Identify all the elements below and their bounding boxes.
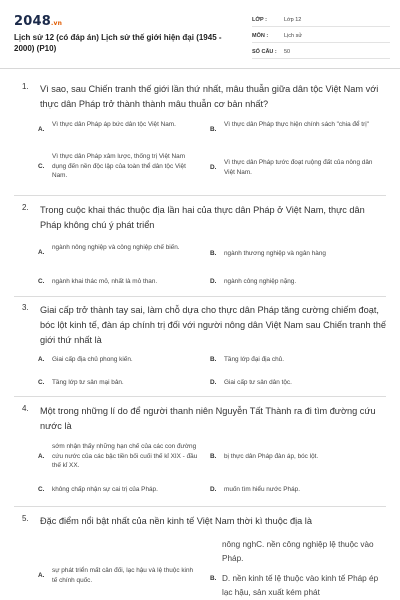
option-text: ngành khai thác mỏ, nhất là mỏ than.	[52, 278, 158, 285]
option-text: không chấp nhận sự cai trị của Pháp.	[52, 486, 158, 493]
site-logo[interactable]	[14, 14, 62, 29]
question-number: 2.	[22, 203, 29, 212]
option-letter: B.	[210, 250, 217, 257]
meta-label: MÔN :	[252, 33, 269, 39]
question-text: Giai cấp trở thành tay sai, làm chỗ dựa cho thực dân Pháp tăng cường chiếm đoạt, bóc lột kinh tế, đàn áp chính trị đối với người nông dân Việt Nam sau Chiến tranh thế giới thứ nhất là	[40, 305, 386, 345]
question-5	[14, 514, 386, 600]
option-d[interactable]	[210, 485, 380, 495]
option-text: Vì thực dân Pháp thực hiện chính sách "chia để trị"	[224, 121, 369, 128]
option-text: ngành công nghiệp nặng.	[224, 278, 297, 285]
option-letter: B.	[210, 575, 217, 582]
option-d[interactable]	[210, 378, 380, 388]
question-text: Vì sao, sau Chiến tranh thế giới lần thứ nhất, mâu thuẫn giữa dân tộc Việt Nam với thực dân Pháp trở thành thành mâu thuẫn cơ bản nhất?	[40, 84, 379, 109]
question-4	[14, 404, 386, 504]
question-text: Đặc điểm nổi bật nhất của nền kinh tế Việt Nam thời kì thuộc địa là	[40, 516, 312, 526]
option-text: Giai cấp tư sản dân tộc.	[224, 379, 292, 386]
question-text: Trong cuộc khai thác thuộc địa lần hai của thực dân Pháp ở Việt Nam, thực dân Pháp không chú ý phát triển	[40, 205, 365, 230]
option-overflow-text[interactable]	[210, 538, 385, 565]
option-c[interactable]	[38, 152, 198, 181]
question-number: 1.	[22, 82, 29, 91]
divider	[14, 195, 386, 196]
option-text: nông nghC. nền công nghiệp lệ thuộc vào Pháp.	[222, 540, 374, 563]
meta-value: 50	[284, 49, 291, 55]
page-header	[0, 0, 400, 69]
option-letter: C.	[38, 278, 45, 285]
logo-main-text: 2048	[14, 14, 51, 29]
option-letter: B.	[210, 356, 217, 363]
option-b[interactable]	[210, 572, 385, 599]
option-a[interactable]	[38, 442, 203, 471]
option-text: muốn tìm hiểu nước Pháp.	[224, 486, 300, 493]
question-text: Một trong những lí do để người thanh niên Nguyễn Tất Thành ra đi tìm đường cứu nước là	[40, 406, 376, 431]
option-a[interactable]	[38, 120, 198, 133]
option-letter: C.	[38, 379, 45, 386]
option-letter: A.	[38, 126, 45, 133]
option-a[interactable]	[38, 243, 198, 256]
option-letter: A.	[38, 356, 45, 363]
option-a[interactable]	[38, 566, 198, 585]
option-letter: A.	[38, 249, 45, 256]
document-title: Lịch sử 12 (có đáp án) Lịch sử thế giới hiện đại (1945 - 2000) (P10)	[14, 33, 222, 53]
option-letter: A.	[38, 453, 45, 460]
option-text: Vì thực dân Pháp xâm lược, thống trị Việt Nam dụng đến nền độc lập của toàn thể dân tộc Việt Nam.	[52, 153, 186, 179]
question-1	[14, 82, 386, 192]
logo-suffix-text: .vn	[50, 20, 63, 27]
option-d[interactable]	[210, 277, 380, 287]
divider	[14, 506, 386, 507]
meta-row-subject	[252, 30, 390, 43]
divider	[14, 396, 386, 397]
option-text: sự phát triển mất cân đối, lạc hậu và lệ thuộc kinh tế chính quốc.	[52, 567, 194, 584]
option-text: bị thực dân Pháp đàn áp, bóc lột.	[224, 453, 319, 460]
question-3	[14, 303, 386, 393]
question-number: 3.	[22, 303, 29, 312]
meta-value: Lớp 12	[284, 17, 302, 23]
option-text: D. nền kinh tế lệ thuộc vào kinh tế Pháp ép lạc hậu, sản xuất kém phát	[222, 574, 379, 597]
option-letter: C.	[38, 163, 45, 170]
option-text: ngành nông nghiệp và công nghiệp chế biến.	[52, 244, 180, 251]
option-letter: D.	[210, 278, 217, 285]
question-number: 5.	[22, 514, 29, 523]
option-letter: B.	[210, 126, 217, 133]
option-c[interactable]	[38, 378, 203, 388]
meta-label: LỚP :	[252, 17, 267, 23]
option-text: Tầng lớp đại địa chủ.	[224, 356, 284, 363]
divider	[14, 296, 386, 297]
meta-label: SỐ CÂU :	[252, 49, 277, 55]
option-text: Vì thực dân Pháp tước đoạt ruộng đất của nông dân Việt Nam.	[224, 159, 373, 176]
meta-value: Lịch sử	[284, 33, 303, 39]
option-text: Vì thực dân Pháp áp bức dân tộc Việt Nam.	[52, 121, 176, 128]
option-letter: C.	[38, 486, 45, 493]
option-letter: D.	[210, 379, 217, 386]
option-b[interactable]	[210, 249, 380, 259]
option-letter: D.	[210, 164, 217, 171]
option-b[interactable]	[210, 120, 375, 133]
option-b[interactable]	[210, 355, 380, 365]
document-meta	[252, 14, 390, 62]
option-letter: D.	[210, 486, 217, 493]
option-letter: B.	[210, 453, 217, 460]
option-d[interactable]	[210, 158, 380, 177]
option-text: Giai cấp địa chủ phong kiến.	[52, 356, 133, 363]
option-text: Tầng lớp tư sản mại bản.	[52, 379, 124, 386]
option-text: ngành thương nghiệp và ngân hàng	[224, 250, 326, 257]
option-c[interactable]	[38, 277, 203, 287]
option-letter: A.	[38, 572, 45, 579]
question-2	[14, 203, 386, 293]
meta-row-count	[252, 46, 390, 59]
option-text: sớm nhận thấy những hạn chế của các con đường cứu nước của các bậc tiền bối cuối thế kỉ XIX - đầu thế kỉ XX.	[52, 443, 198, 469]
meta-row-class	[252, 14, 390, 27]
option-c[interactable]	[38, 485, 203, 495]
question-number: 4.	[22, 404, 29, 413]
option-a[interactable]	[38, 355, 203, 365]
option-b[interactable]	[210, 452, 380, 462]
